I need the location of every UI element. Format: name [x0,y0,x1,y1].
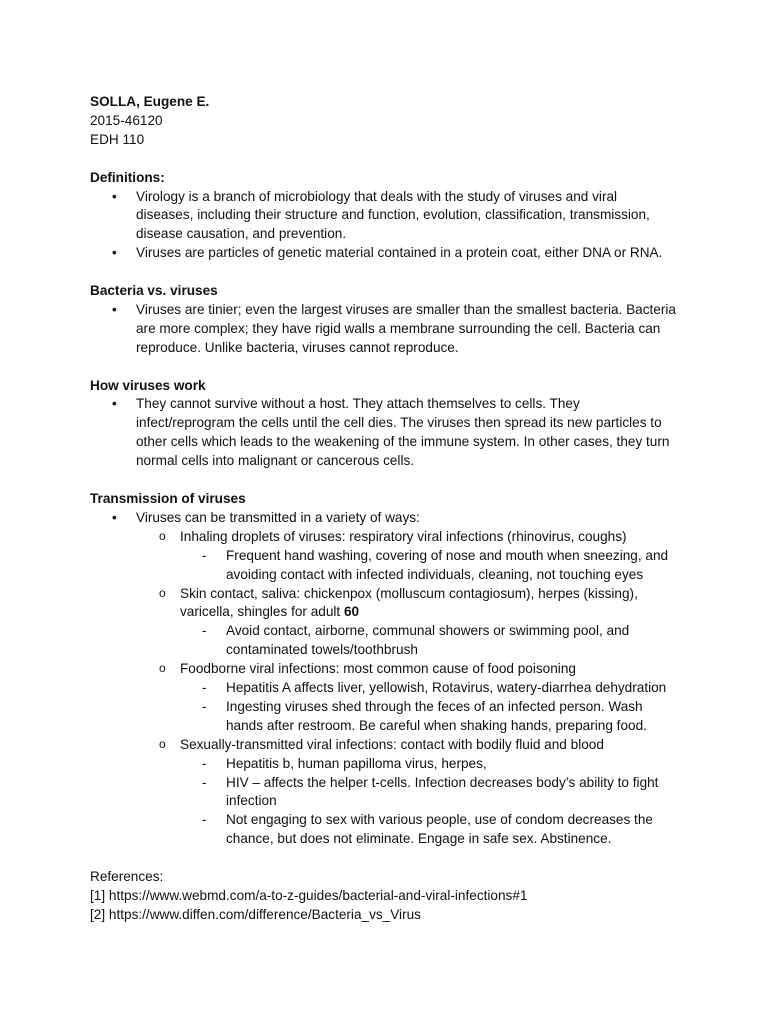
section-title-how-viruses-work: How viruses work [90,377,206,393]
spacer [90,263,680,282]
sub-list-item [90,660,680,679]
section-title-definitions: Definitions: [90,169,165,185]
bullet-icon: • [112,245,117,261]
dash-list-item [90,679,680,698]
references-title: References: [90,869,164,885]
text-line: are more complex; they have rigid walls a membrane surrounding the cell. Bacteria can [136,320,661,336]
text-line: Foodborne viral infections: most common cause of food poisoning [180,661,576,677]
text-line: Viruses are tinier; even the largest viruses are smaller than the smallest bacteria. Bacteria [136,301,676,317]
text-line: hands after restroom. Be careful when shaking hands, preparing food. [226,717,647,733]
dash-list-item [90,774,680,812]
text-line: chance, but does not eliminate. Engage in safe sex. Abstinence. [226,831,612,847]
text-line: disease causation, and prevention. [136,226,347,242]
text-line: reproduce. Unlike bacteria, viruses cannot reproduce. [136,339,459,355]
text-line: contaminated towels/toothbrush [226,642,418,658]
dash-bullet-icon: - [202,698,207,714]
text-line: Inhaling droplets of viruses: respiratory viral infections (rhinovirus, coughs) [180,528,627,544]
list-item [90,395,680,471]
text-line: avoiding contact with infected individuals, cleaning, not touching eyes [226,566,644,582]
text-line: Hepatitis A affects liver, yellowish, Rotavirus, watery-diarrhea dehydration [226,680,667,696]
circle-bullet-icon: o [159,661,166,676]
sub-list-item [90,736,680,755]
dash-bullet-icon: - [202,680,207,696]
section-title-bacteria-vs-viruses: Bacteria vs. viruses [90,283,218,299]
author-name: SOLLA, Eugene E. [90,94,210,109]
text-line: infect/reprogram the cells until the cell dies. The viruses then spread its new particles to [136,415,662,431]
circle-bullet-icon: o [159,585,166,600]
spacer [90,358,680,377]
spacer [90,150,680,169]
bullet-icon: • [112,188,117,204]
text-line: Frequent hand washing, covering of nose and mouth when sneezing, and [226,547,669,563]
spacer [90,471,680,490]
sub-list-item [90,585,680,623]
text-line: Viruses are particles of genetic material contained in a protein coat, either DNA or RNA. [136,245,663,261]
sub-list-item [90,528,680,547]
text-line: Viruses can be transmitted in a variety of ways: [136,509,420,525]
reference-link[interactable]: [2] https://www.diffen.com/difference/Bacteria_vs_Virus [90,906,421,922]
bullet-icon: • [112,396,117,412]
text-line [180,603,680,622]
dash-bullet-icon: - [202,623,207,639]
text-line: normal cells into malignant or cancerous cells. [136,453,415,469]
text-line: Avoid contact, airborne, communal showers or swimming pool, and [226,623,630,639]
document-body [90,93,680,925]
spacer [90,849,680,868]
text-line: Hepatitis b, human papilloma virus, herpes, [226,755,487,771]
list-item [90,509,680,528]
dash-list-item [90,547,680,585]
dash-bullet-icon: - [202,547,207,563]
text-line: infection [226,793,277,809]
text-line: They cannot survive without a host. They attach themselves to cells. They [136,396,580,412]
section-title-transmission: Transmission of viruses [90,490,246,506]
circle-bullet-icon: o [159,736,166,751]
dash-bullet-icon: - [202,812,207,828]
dash-list-item [90,622,680,660]
list-item [90,244,680,263]
list-item [90,188,680,245]
text-line: Skin contact, saliva: chickenpox (molluscum contagiosum), herpes (kissing), [180,585,638,601]
text-line: Ingesting viruses shed through the feces of an infected person. Wash [226,698,643,714]
circle-bullet-icon: o [159,528,166,543]
bold-number: 60 [343,604,360,620]
text-line: HIV – affects the helper t-cells. Infection decreases body’s ability to fight [226,774,659,790]
reference-link[interactable]: [1] https://www.webmd.com/a-to-z-guides/bacterial-and-viral-infections#1 [90,887,528,903]
bullet-icon: • [112,509,117,525]
list-item [90,301,680,358]
dash-bullet-icon: - [202,755,207,771]
text-segment: varicella, shingles for adult [180,604,341,620]
dash-list-item [90,755,680,774]
bullet-icon: • [112,301,117,317]
text-line: Virology is a branch of microbiology that deals with the study of viruses and viral [136,188,618,204]
dash-list-item [90,811,680,849]
dash-bullet-icon: - [202,774,207,790]
text-line: diseases, including their structure and function, evolution, classification, transmission, [136,207,650,223]
text-line: other cells which leads to the weakening of the immune system. In other cases, they turn [136,434,670,450]
course-code: EDH 110 [90,131,145,147]
dash-list-item [90,698,680,736]
text-line: Not engaging to sex with various people, use of condom decreases the [226,812,653,828]
student-id: 2015-46120 [90,112,163,128]
text-line: Sexually-transmitted viral infections: contact with bodily fluid and blood [180,736,604,752]
